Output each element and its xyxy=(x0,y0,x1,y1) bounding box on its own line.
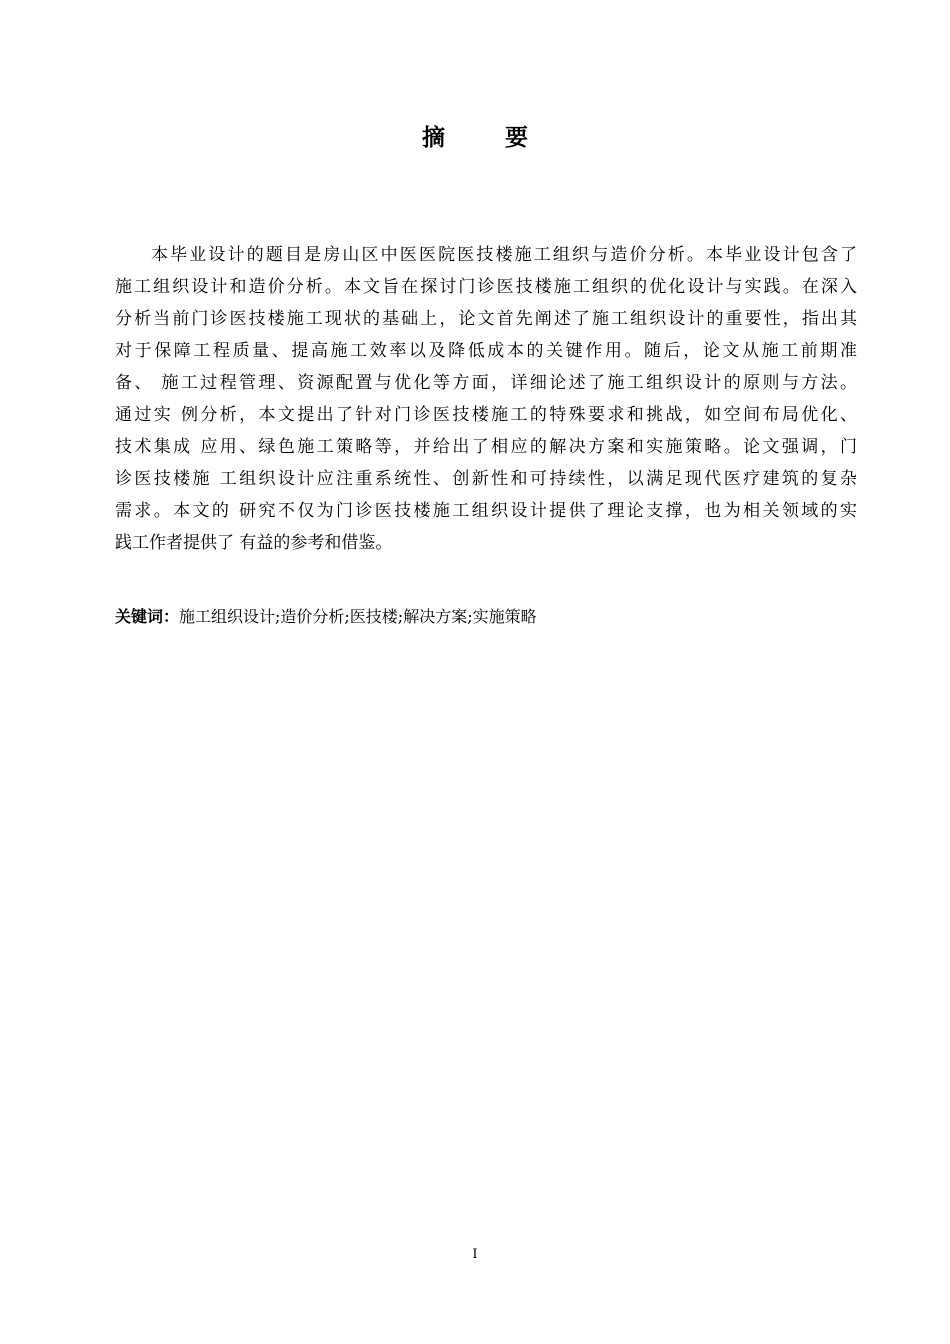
abstract-line: 分析当前门诊医技楼施工现状的基础上，论文首先阐述了施工组织设计的重要性，指出其 xyxy=(115,309,857,329)
abstract-line: 本毕业设计的题目是房山区中医医院医技楼施工组织与造价分析。本毕业设计包含了 xyxy=(151,245,857,265)
abstract-line: 备、 施工过程管理、资源配置与优化等方面，详细论述了施工组织设计的原则与方法。 xyxy=(115,373,857,393)
abstract-line: 施工组织设计和造价分析。本文旨在探讨门诊医技楼施工组织的优化设计与实践。在深入 xyxy=(115,277,857,297)
keywords-list: 施工组织设计;造价分析;医技楼;解决方案;实施策略 xyxy=(179,607,537,626)
abstract-line: 对于保障工程质量、提高施工效率以及降低成本的关键作用。随后，论文从施工前期准 xyxy=(115,341,857,361)
page-number: I xyxy=(472,1247,478,1262)
abstract-line: 通过实 例分析，本文提出了针对门诊医技楼施工的特殊要求和挑战，如空间布局优化、 xyxy=(115,405,857,425)
abstract-body xyxy=(115,239,857,559)
keywords-label: 关键词： xyxy=(115,607,180,626)
abstract-line: 需求。本文的 研究不仅为门诊医技楼施工组织设计提供了理论支撑，也为相关领域的实 xyxy=(115,501,857,521)
abstract-line: 诊医技楼施 工组织设计应注重系统性、创新性和可持续性，以满足现代医疗建筑的复杂 xyxy=(115,469,857,489)
abstract-line: 践工作者提供了 有益的参考和借鉴。 xyxy=(115,533,393,553)
abstract-line: 技术集成 应用、绿色施工策略等，并给出了相应的解决方案和实施策略。论文强调，门 xyxy=(115,437,857,457)
keywords-line xyxy=(115,605,537,629)
abstract-title: 摘 要 xyxy=(421,125,554,151)
